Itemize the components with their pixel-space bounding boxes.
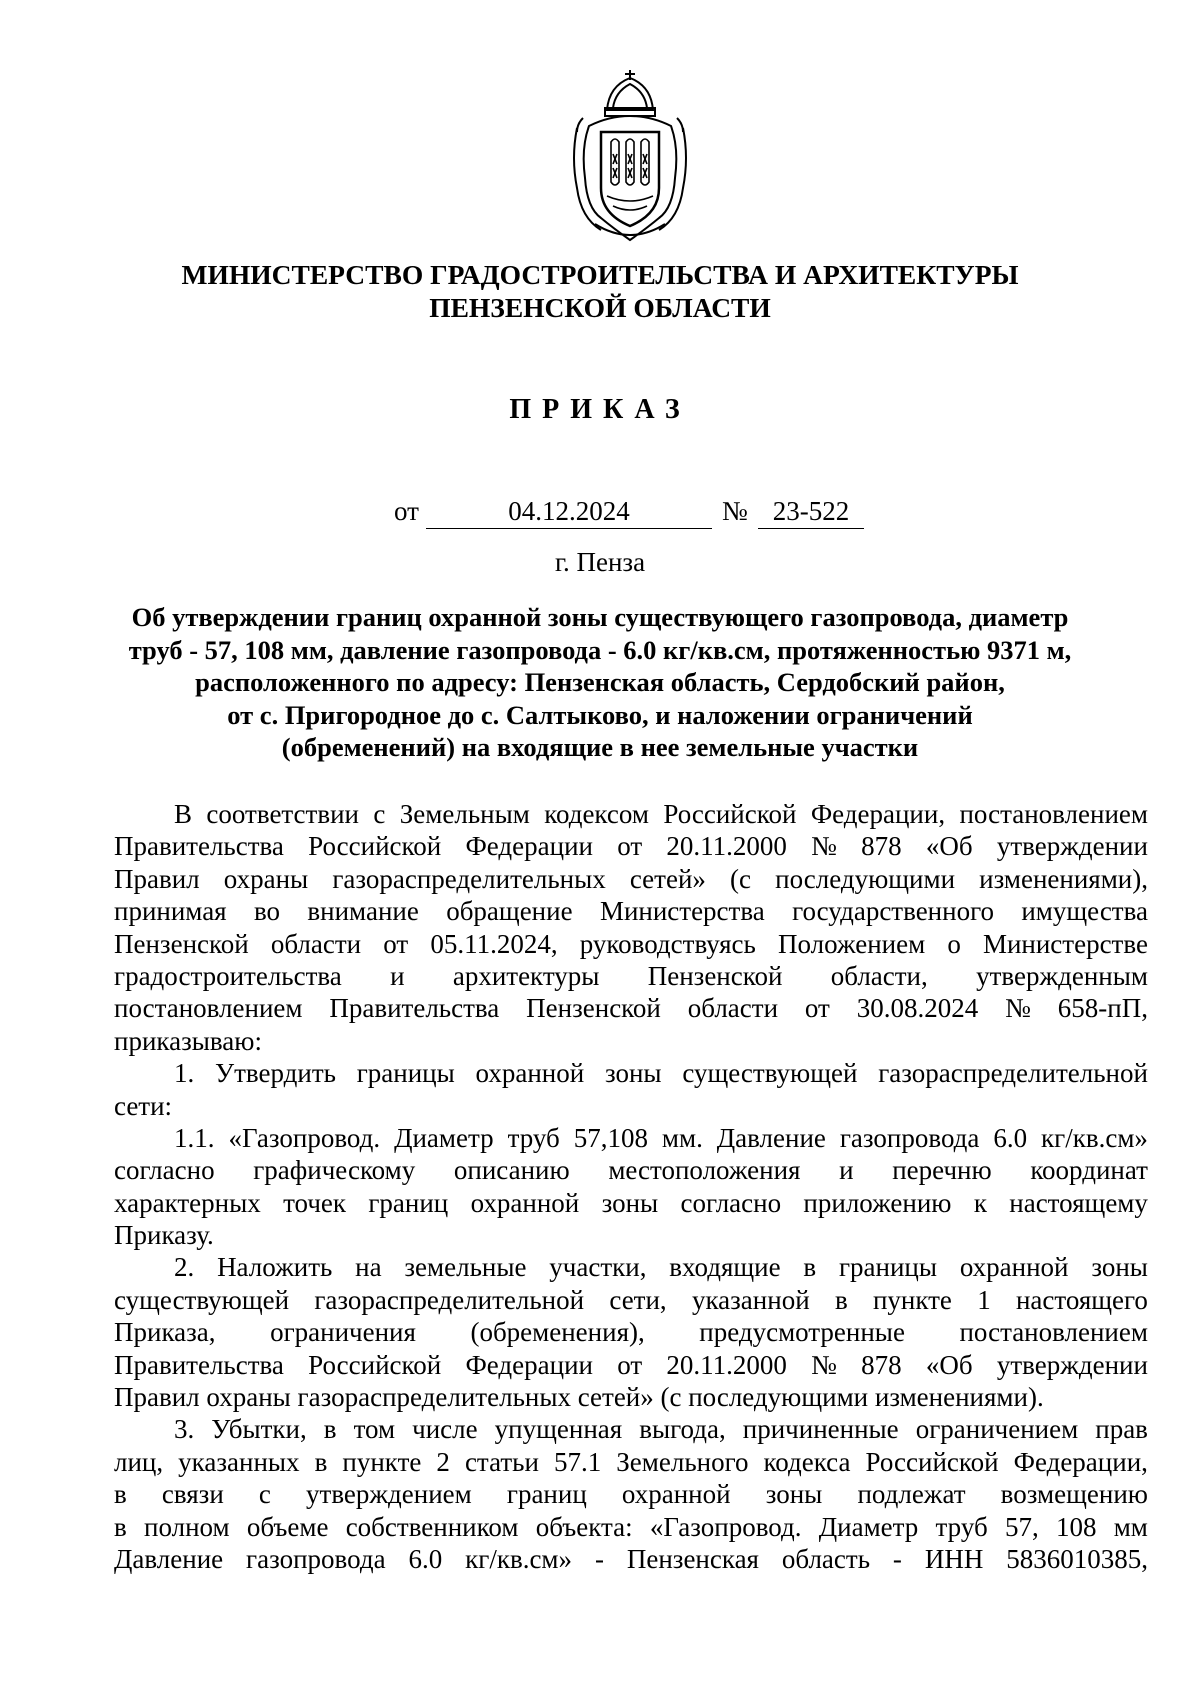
- body-word: 30.08.2024: [856, 993, 979, 1024]
- body-word: Наложить: [217, 1252, 333, 1283]
- body-word: газораспределительных: [332, 863, 606, 894]
- body-word: Федерации,: [1013, 1446, 1148, 1477]
- subject-line: расположенного по адресу: Пензенская область, Сердобский район,: [195, 667, 1005, 697]
- body-word: 20.11.2000: [666, 1349, 787, 1380]
- body-word: 6.0: [408, 1543, 443, 1574]
- body-line: сети:: [114, 1090, 173, 1121]
- body-word: ИНН: [924, 1543, 984, 1574]
- body-word: (с: [730, 863, 751, 894]
- body-line: [114, 1187, 1148, 1219]
- body-word: внимание: [307, 896, 419, 927]
- body-word: входящие: [669, 1252, 781, 1283]
- body-word: на: [355, 1252, 382, 1283]
- body-word: настоящего: [1015, 1284, 1148, 1315]
- body-word: причиненные: [742, 1414, 899, 1445]
- body-word: с: [373, 799, 386, 829]
- order-title: ПРИКАЗ: [509, 394, 691, 425]
- subject-line: труб - 57, 108 мм, давление газопровода - 6.0 кг/кв.см, протяженностью 9371 м,: [128, 634, 1072, 665]
- body-word: Пензенской: [526, 993, 661, 1024]
- order-number: 23-522: [758, 494, 864, 529]
- body-word: №: [811, 1349, 837, 1380]
- body-word: охраны: [223, 863, 309, 894]
- body-word: в: [114, 1511, 127, 1542]
- body-word: Давление: [716, 1122, 826, 1153]
- body-word: газопровода: [246, 1543, 386, 1574]
- body-word: подлежат: [857, 1479, 966, 1510]
- body-line: [114, 1478, 1148, 1510]
- body-word: прав: [1095, 1414, 1148, 1445]
- body-word: в: [114, 1479, 127, 1510]
- body-word: зоны: [1091, 1252, 1148, 1283]
- body-word: «Об: [925, 1349, 973, 1380]
- body-word: статьи: [464, 1446, 539, 1477]
- order-subject: [110, 601, 1090, 764]
- body-word: настоящему: [1009, 1187, 1148, 1218]
- body-word: Российской: [308, 831, 442, 862]
- body-word: числе: [412, 1414, 478, 1445]
- body-word: «Газопровод.: [228, 1122, 381, 1153]
- subject-line: (обременений) на входящие в нее земельные участки: [281, 732, 919, 762]
- body-word: Федерации: [465, 831, 593, 862]
- body-word: Федерации,: [810, 799, 946, 829]
- body-word: в: [323, 1414, 337, 1445]
- body-line: [114, 1511, 1148, 1543]
- body-word: охранной: [959, 1252, 1069, 1283]
- body-word: связи: [161, 1479, 224, 1510]
- body-word: Диаметр: [394, 1122, 494, 1153]
- body-word: о: [947, 928, 961, 959]
- body-line: [114, 1316, 1148, 1348]
- body-word: -: [892, 1543, 902, 1574]
- body-word: кодекса: [763, 1446, 851, 1477]
- body-word: мм.: [661, 1122, 703, 1153]
- body-line: [114, 992, 1148, 1024]
- body-line: Правил охраны газораспределительных сетей» (с последующими изменениями).: [114, 1382, 1044, 1413]
- body-word: границ: [506, 1479, 587, 1510]
- body-word: Российской: [308, 1349, 442, 1380]
- body-word: точек: [283, 1187, 347, 1218]
- body-word: принимая: [114, 896, 227, 927]
- body-word: 6.0: [993, 1122, 1028, 1153]
- body-word: согласно: [114, 1155, 215, 1186]
- body-word: сети,: [609, 1284, 667, 1315]
- body-word: 1.1.: [174, 1122, 215, 1153]
- body-word: и: [390, 960, 405, 991]
- body-line: [114, 895, 1148, 927]
- body-word: 2.: [174, 1252, 195, 1283]
- body-word: Земельным: [399, 799, 530, 829]
- body-word: полном: [144, 1511, 230, 1542]
- body-word: Диаметр: [818, 1511, 919, 1542]
- body-word: объекта:: [535, 1511, 633, 1542]
- body-word: графическому: [253, 1155, 416, 1186]
- body-word: от: [617, 831, 643, 862]
- body-line: [114, 1349, 1148, 1381]
- ministry-line-2: ПЕНЗЕНСКОЙ ОБЛАСТИ: [429, 292, 771, 323]
- body-word: Правительства: [114, 1349, 284, 1380]
- body-word: 57.1: [553, 1446, 602, 1477]
- body-word: утверждении: [996, 1349, 1148, 1380]
- body-word: приложению: [803, 1187, 952, 1218]
- body-line: [114, 960, 1148, 992]
- body-word: от: [617, 1349, 643, 1380]
- body-line: [114, 928, 1148, 960]
- body-word: труб: [507, 1122, 560, 1153]
- body-word: 658-пП,: [1057, 993, 1148, 1024]
- body-word: границы: [356, 1058, 455, 1089]
- body-word: Министерства: [599, 896, 765, 927]
- body-word: постановлением: [959, 799, 1148, 829]
- body-word: существующей: [682, 1058, 858, 1089]
- body-word: №: [1005, 993, 1031, 1024]
- body-line: приказываю:: [114, 1025, 262, 1056]
- body-word: 57,108: [573, 1122, 648, 1153]
- body-line: [114, 1251, 1148, 1283]
- body-word: 57,: [1004, 1511, 1039, 1542]
- body-word: имущества: [1021, 896, 1148, 927]
- body-word: от: [804, 993, 830, 1024]
- body-word: выгода,: [639, 1414, 726, 1445]
- body-word: во: [253, 896, 281, 927]
- body-word: возмещению: [1000, 1479, 1148, 1510]
- body-word: Правительства: [329, 993, 500, 1024]
- body-word: согласно: [680, 1187, 782, 1218]
- body-word: мм: [1113, 1511, 1148, 1542]
- body-word: Пензенской: [114, 928, 249, 959]
- body-line: [114, 1154, 1148, 1186]
- body-word: упущенная: [494, 1414, 623, 1445]
- body-word: Правительства: [114, 831, 284, 862]
- from-label: от: [394, 496, 419, 526]
- body-word: охранной: [475, 1058, 585, 1089]
- body-word: архитектуры: [452, 960, 600, 991]
- body-word: Убытки,: [211, 1414, 307, 1445]
- body-word: пункте: [342, 1446, 422, 1477]
- body-word: области,: [830, 960, 928, 991]
- body-word: 5836010385,: [1006, 1543, 1148, 1574]
- body-word: -: [594, 1543, 604, 1574]
- body-word: Пензенская: [626, 1543, 759, 1574]
- body-word: утвержденным: [976, 960, 1148, 991]
- body-word: границ: [368, 1187, 449, 1218]
- body-word: последующими: [775, 863, 956, 894]
- body-word: кг/кв.см»: [1041, 1122, 1148, 1153]
- body-word: 878: [861, 831, 902, 862]
- body-word: 1: [977, 1284, 991, 1315]
- body-word: градостроительства: [114, 960, 342, 991]
- body-word: и: [839, 1155, 854, 1186]
- body-word: постановлением: [114, 993, 303, 1024]
- body-word: утверждении: [996, 831, 1148, 862]
- body-word: изменениями),: [979, 863, 1148, 894]
- body-word: обращение: [446, 896, 573, 927]
- body-word: «Об: [925, 831, 973, 862]
- body-word: характерных: [114, 1187, 261, 1218]
- body-line: [114, 1413, 1148, 1445]
- body-line: [114, 1446, 1148, 1478]
- body-word: с: [258, 1479, 271, 1510]
- body-word: Приказа,: [114, 1317, 216, 1348]
- body-word: зоны: [765, 1479, 823, 1510]
- body-word: утверждением: [306, 1479, 472, 1510]
- body-word: Земельного: [616, 1446, 749, 1477]
- body-word: «Газопровод.: [649, 1511, 802, 1542]
- body-word: в: [314, 1446, 328, 1477]
- body-word: области: [270, 928, 362, 959]
- body-word: земельные: [404, 1252, 527, 1283]
- body-word: пункте: [872, 1284, 952, 1315]
- body-line: [114, 1284, 1148, 1316]
- body-word: указанной: [691, 1284, 810, 1315]
- body-word: Федерации: [465, 1349, 593, 1380]
- body-word: в: [803, 1252, 817, 1283]
- city: г. Пенза: [554, 547, 646, 577]
- order-date-number-row: [0, 494, 1200, 528]
- body-word: 878: [861, 1349, 902, 1380]
- body-word: ограничения: [270, 1317, 416, 1348]
- body-word: Утвердить: [215, 1058, 336, 1089]
- ministry-line-1: МИНИСТЕРСТВО ГРАДОСТРОИТЕЛЬСТВА И АРХИТЕКТУРЫ: [181, 259, 1019, 290]
- body-word: охранной: [470, 1187, 580, 1218]
- ministry-name: [0, 258, 1200, 324]
- body-word: местоположения: [608, 1155, 801, 1186]
- body-word: Российской: [663, 799, 797, 829]
- body-word: зоны: [604, 1058, 662, 1089]
- body-word: описанию: [453, 1155, 570, 1186]
- body-word: (обременения),: [470, 1317, 645, 1348]
- body-word: от: [383, 928, 409, 959]
- body-word: 108: [1055, 1511, 1097, 1542]
- body-word: в: [834, 1284, 848, 1315]
- body-word: №: [811, 831, 837, 862]
- body-line: [114, 830, 1148, 862]
- body-word: Российской: [865, 1446, 999, 1477]
- body-line: [114, 1057, 1148, 1089]
- body-word: труб: [935, 1511, 988, 1542]
- body-word: сетей»: [629, 863, 706, 894]
- body-word: 20.11.2000: [666, 831, 787, 862]
- body-word: государственного: [792, 896, 994, 927]
- coat-of-arms-icon: [567, 68, 693, 246]
- body-word: предусмотренные: [699, 1317, 905, 1348]
- body-word: собственником: [345, 1511, 519, 1542]
- order-body: [114, 798, 1148, 1575]
- body-line: [114, 798, 1148, 830]
- body-word: кг/кв.см»: [465, 1543, 573, 1574]
- order-date: 04.12.2024: [426, 494, 712, 529]
- body-word: газопровода: [839, 1122, 980, 1153]
- body-word: Правил: [114, 863, 200, 894]
- body-line: [114, 863, 1148, 895]
- body-word: том: [353, 1414, 396, 1445]
- body-word: перечню: [892, 1155, 992, 1186]
- body-word: Давление: [114, 1543, 224, 1574]
- body-word: руководствуясь: [579, 928, 756, 959]
- body-word: 3.: [174, 1414, 195, 1445]
- body-word: лиц,: [114, 1446, 164, 1477]
- body-line: Приказу.: [114, 1220, 214, 1251]
- body-line: [114, 1543, 1148, 1575]
- body-word: объеме: [246, 1511, 329, 1542]
- body-word: газораспределительной: [878, 1058, 1148, 1089]
- body-word: охранной: [621, 1479, 731, 1510]
- body-word: соответствии: [206, 799, 359, 829]
- body-word: кодексом: [544, 799, 649, 829]
- body-word: области: [687, 993, 779, 1024]
- body-word: ограничением: [915, 1414, 1079, 1445]
- body-word: 2: [436, 1446, 450, 1477]
- subject-line: Об утверждении границ охранной зоны существующего газопровода, диаметр: [131, 602, 1069, 632]
- body-word: участки,: [549, 1252, 647, 1283]
- body-word: Положением: [777, 928, 926, 959]
- body-word: Пензенской: [647, 960, 783, 991]
- subject-line: от с. Пригородное до с. Салтыково, и наложении ограничений: [227, 699, 973, 730]
- body-word: зоны: [601, 1187, 659, 1218]
- body-word: координат: [1030, 1155, 1148, 1186]
- number-sign: №: [722, 496, 748, 526]
- body-word: постановлением: [959, 1317, 1148, 1348]
- body-word: область: [781, 1543, 871, 1574]
- body-word: границы: [838, 1252, 938, 1283]
- body-word: Министерстве: [982, 928, 1148, 959]
- body-word: к: [973, 1187, 987, 1218]
- body-word: указанных: [178, 1446, 300, 1477]
- body-word: В: [174, 799, 193, 829]
- body-line: [114, 1122, 1148, 1154]
- body-word: 05.11.2024,: [430, 928, 558, 959]
- body-word: 1.: [174, 1058, 195, 1089]
- body-word: существующей: [114, 1284, 290, 1315]
- body-word: газораспределительной: [314, 1284, 585, 1315]
